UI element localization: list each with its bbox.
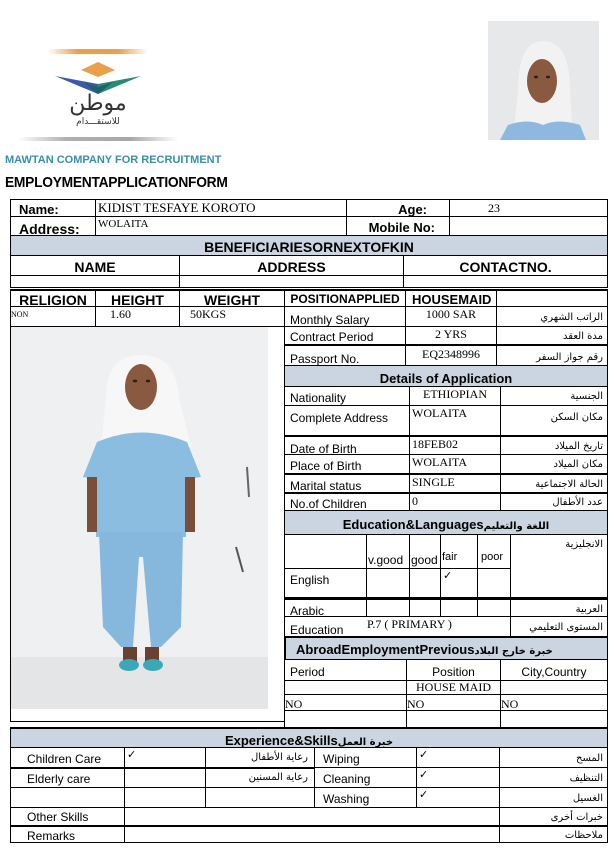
passport-arabic: رقم جواز السفر xyxy=(496,344,608,366)
beneficiary-address-header: ADDRESS xyxy=(179,255,404,276)
remarks-label: Remarks xyxy=(10,825,125,843)
beneficiary-name-header: NAME xyxy=(10,255,180,276)
date-of-birth-arabic: تاريخ الميلاد xyxy=(500,435,608,455)
previous-row-1-city[interactable] xyxy=(500,680,608,695)
education-field[interactable]: P.7 ( PRIMARY ) xyxy=(366,616,511,637)
beneficiary-contact-field[interactable] xyxy=(403,275,608,288)
skill-blank-label xyxy=(10,787,125,808)
previous-row-2-position[interactable]: NO xyxy=(406,694,501,711)
photo-frame xyxy=(10,326,285,722)
name-label: Name: xyxy=(10,199,96,217)
arabic-vgood-check[interactable] xyxy=(366,598,410,617)
complete-address-field[interactable]: WOLAITA xyxy=(409,405,501,436)
arabic-poor-check[interactable] xyxy=(477,598,511,617)
skill-blank-check[interactable] xyxy=(124,787,206,808)
previous-row-2-city[interactable]: NO xyxy=(500,694,608,711)
washing-check[interactable]: ✓ xyxy=(416,787,500,808)
language-header-blank xyxy=(284,534,367,569)
contract-period-label: Contract Period xyxy=(284,326,406,345)
previous-employment-header xyxy=(284,636,608,660)
education-arabic-label: المستوى التعليمي xyxy=(510,616,608,637)
position-value-housemaid: HOUSEMAID xyxy=(405,289,497,307)
logo-arabic-name: موطن xyxy=(69,91,127,116)
period-header: Period xyxy=(284,659,407,681)
religion-field[interactable]: NON xyxy=(10,306,96,327)
remarks-field[interactable] xyxy=(124,825,500,843)
previous-row-1-position[interactable]: HOUSE MAID xyxy=(406,680,501,695)
other-skills-field[interactable] xyxy=(124,807,500,826)
elderly-care-label: Elderly care xyxy=(10,767,125,788)
previous-row-3-period[interactable] xyxy=(284,710,407,728)
nationality-label: Nationality xyxy=(284,386,410,406)
other-skills-label: Other Skills xyxy=(10,807,125,826)
arabic-good-check[interactable] xyxy=(409,598,441,617)
washing-arabic: الغسيل xyxy=(499,787,608,808)
place-of-birth-field[interactable]: WOLAITA xyxy=(409,454,501,474)
previous-employment-arabic: خبرة خارج البلاد xyxy=(474,646,553,657)
marital-status-arabic: الحالة الاجتماعية xyxy=(500,473,608,493)
children-count-arabic: عدد الأطفال xyxy=(500,492,608,511)
place-of-birth-label: Place of Birth xyxy=(284,454,410,474)
weight-header: WEIGHT xyxy=(179,289,285,307)
beneficiary-contact-header: CONTACTNO. xyxy=(403,255,608,276)
details-header: Details of Application xyxy=(284,365,608,387)
cleaning-label: Cleaning xyxy=(314,767,417,788)
education-header-title: Education&Languages xyxy=(342,517,484,532)
wiping-arabic: المسح xyxy=(499,747,608,768)
beneficiary-name-field[interactable] xyxy=(10,275,180,288)
other-skills-arabic: خبرات أخرى xyxy=(499,807,608,826)
date-of-birth-label: Date of Birth xyxy=(284,435,410,455)
skill-blank-arabic xyxy=(205,787,315,808)
position-applied-header: POSITIONAPPLIED xyxy=(284,289,406,307)
place-of-birth-arabic: مكان الميلاد xyxy=(500,454,608,474)
name-field[interactable]: KIDIST TESFAYE KOROTO xyxy=(95,199,347,217)
position-header: Position xyxy=(406,659,501,681)
passport-field[interactable]: EQ2348996 xyxy=(405,344,497,366)
address-field[interactable]: WOLAITA xyxy=(95,216,347,236)
applicant-portrait-photo xyxy=(488,21,599,140)
elderly-care-check[interactable] xyxy=(124,767,206,788)
position-extra-cell xyxy=(496,289,608,307)
education-header xyxy=(284,510,608,535)
form-title: EMPLOYMENTAPPLICATIONFORM xyxy=(5,174,228,191)
skills-header xyxy=(10,727,608,748)
beneficiary-address-field[interactable] xyxy=(179,275,404,288)
mobile-label: Mobile No: xyxy=(346,216,450,236)
children-count-field[interactable]: 0 xyxy=(409,492,501,511)
wiping-label: Wiping xyxy=(314,747,417,768)
marital-status-label: Marital status xyxy=(284,473,410,493)
monthly-salary-field[interactable]: 1000 SAR xyxy=(405,306,497,327)
english-label: English xyxy=(284,568,367,598)
english-arabic-label: الانجليزية xyxy=(510,534,608,598)
weight-field[interactable]: 50KGS xyxy=(179,306,285,327)
previous-employment-title: AbroadEmploymentPrevious xyxy=(296,642,475,657)
children-count-label: No.of Children xyxy=(284,492,410,511)
logo-top-bar xyxy=(48,49,148,54)
washing-label: Washing xyxy=(314,787,417,808)
children-care-check[interactable]: ✓ xyxy=(124,747,206,768)
beneficiaries-header: BENEFICIARIESORNEXTOFKIN xyxy=(10,235,608,256)
nationality-arabic: الجنسية xyxy=(500,386,608,406)
english-vgood-check[interactable] xyxy=(366,568,410,598)
arabic-label: Arabic xyxy=(284,598,367,617)
height-field[interactable]: 1.60 xyxy=(95,306,180,327)
religion-header: RELIGION xyxy=(10,289,96,307)
previous-row-3-position[interactable] xyxy=(406,710,501,728)
skills-header-title: Experience&Skills xyxy=(224,733,338,748)
english-fair-check[interactable]: ✓ xyxy=(440,568,478,598)
arabic-arabic-label: العربية xyxy=(510,598,608,617)
company-name: MAWTAN COMPANY FOR RECRUITMENT xyxy=(5,154,222,166)
wiping-check[interactable]: ✓ xyxy=(416,747,500,768)
level-poor-header: poor xyxy=(477,534,511,569)
arabic-fair-check[interactable] xyxy=(440,598,478,617)
education-label: Education xyxy=(284,616,367,637)
level-vgood-header: v.good xyxy=(366,534,410,569)
english-good-check[interactable] xyxy=(409,568,441,598)
nationality-field[interactable]: ETHIOPIAN xyxy=(409,386,501,406)
age-label: Age: xyxy=(346,199,450,217)
company-logo xyxy=(18,45,178,140)
monthly-salary-label: Monthly Salary xyxy=(284,306,406,327)
cleaning-arabic: التنظيف xyxy=(499,767,608,788)
logo-bottom-bar xyxy=(18,137,178,141)
city-country-header: City,Country xyxy=(500,659,608,681)
marital-status-field[interactable]: SINGLE xyxy=(409,473,501,493)
remarks-arabic: ملاحظات xyxy=(499,825,608,843)
education-header-arabic: اللغة والتعليم xyxy=(483,521,550,532)
logo-arabic-subtitle: للاستقـــدام xyxy=(76,117,120,127)
contract-period-field[interactable]: 2 YRS xyxy=(405,326,497,345)
children-care-label: Children Care xyxy=(10,747,125,768)
previous-row-1-period[interactable] xyxy=(284,680,407,695)
address-label: Address: xyxy=(10,216,96,236)
age-field[interactable]: 23 xyxy=(449,199,608,217)
date-of-birth-field[interactable]: 18FEB02 xyxy=(409,435,501,455)
previous-row-2-period[interactable]: NO xyxy=(284,694,407,711)
previous-row-3-city[interactable] xyxy=(500,710,608,728)
skills-header-arabic: خبرة العمل xyxy=(337,737,394,748)
height-header: HEIGHT xyxy=(95,289,180,307)
mobile-field[interactable] xyxy=(449,216,608,236)
level-good-header: good xyxy=(409,534,441,569)
monthly-salary-arabic: الراتب الشهري xyxy=(496,306,608,327)
level-fair-header: fair xyxy=(440,534,478,569)
english-poor-check[interactable] xyxy=(477,568,511,598)
children-care-arabic: رعاية الأطفال xyxy=(205,747,315,768)
cleaning-check[interactable]: ✓ xyxy=(416,767,500,788)
contract-period-arabic: مدة العقد xyxy=(496,326,608,345)
complete-address-arabic: مكان السكن xyxy=(500,405,608,436)
elderly-care-arabic: رعاية المسنين xyxy=(205,767,315,788)
passport-label: Passport No. xyxy=(284,344,406,366)
complete-address-label: Complete Address xyxy=(284,405,410,436)
